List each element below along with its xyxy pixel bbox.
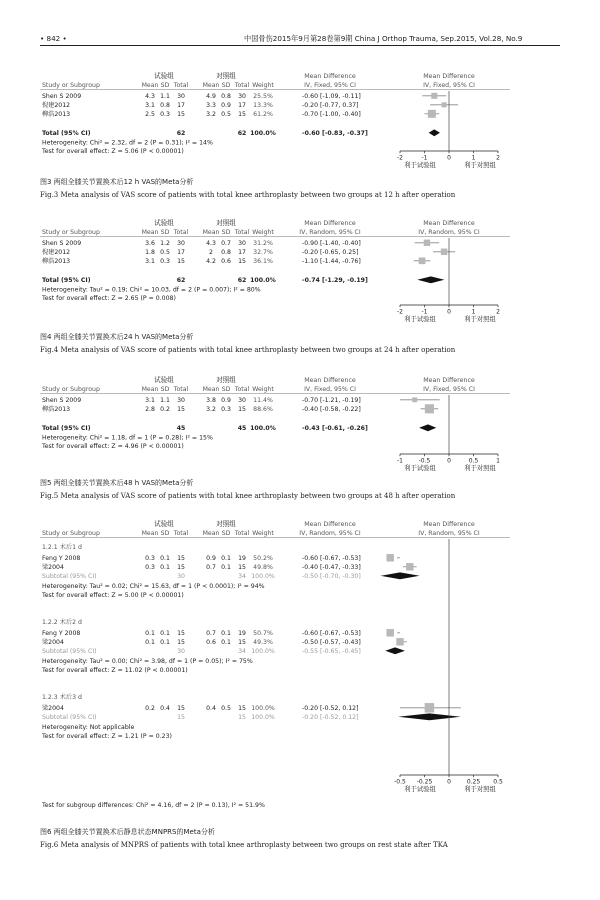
x-tick-label: 0.5	[468, 457, 479, 465]
study-marker	[425, 404, 434, 413]
study-marker	[441, 249, 448, 256]
exp-mean: 3.1	[145, 258, 155, 265]
heterogeneity-text: Heterogeneity: Tau² = 0.00; Chi² = 3.98, df = 1 (P = 0.05); I² = 75%	[42, 658, 253, 665]
exp-sd: 0.1	[160, 639, 170, 646]
x-tick-label: -1	[397, 457, 403, 465]
x-tick-label: -1	[421, 154, 428, 162]
ctrl-mean: 0.9	[206, 555, 216, 562]
header-sd: SD	[160, 530, 170, 537]
heterogeneity-text: Heterogeneity: Chi² = 1.18, df = 1 (P = 0.28); I² = 15%	[42, 434, 213, 442]
ctrl-mean: 4.9	[206, 93, 216, 100]
header-sd: SD	[221, 530, 231, 537]
fig5-caption-en: Fig.5 Meta analysis of VAS score of patients with total knee arthroplasty between two groups at 48 h after operation	[40, 492, 456, 500]
study-name: Feng Y 2008	[42, 555, 81, 562]
exp-mean: 2.8	[145, 406, 155, 413]
ctrl-total: 30	[238, 240, 246, 247]
pooled-exp-total: 30	[177, 648, 185, 655]
study-ci-text: -0.70 [-1.00, -0.40]	[302, 111, 361, 118]
ctrl-total: 15	[238, 258, 246, 265]
pooled-exp-total: 62	[176, 130, 186, 137]
pooled-diamond	[429, 129, 440, 136]
ctrl-mean: 3.2	[206, 406, 216, 413]
pooled-ctrl-total: 34	[238, 573, 246, 580]
x-tick-label: 0.5	[493, 778, 503, 786]
header-method-col: IV, Random, 95% CI	[299, 530, 361, 537]
header-weight: Weight	[252, 229, 274, 236]
heterogeneity-text: Heterogeneity: Tau² = 0.19; Chi² = 10.03, df = 2 (P = 0.007); I² = 80%	[42, 286, 261, 294]
study-name: Shen S 2009	[42, 397, 82, 404]
ctrl-mean: 4.3	[206, 240, 216, 247]
study-name: Shen S 2009	[42, 240, 82, 247]
exp-mean: 4.3	[145, 93, 155, 100]
pooled-ctrl-total: 34	[238, 648, 246, 655]
header-total: Total	[234, 82, 250, 89]
header-method-plot: IV, Fixed, 95% CI	[423, 82, 475, 89]
ctrl-sd: 0.1	[221, 555, 231, 562]
header-total: Total	[173, 229, 189, 236]
pooled-ctrl-total: 45	[237, 425, 247, 432]
header-group-control: 对照组	[216, 219, 236, 227]
header-group-experimental: 试验组	[154, 520, 174, 528]
journal-running-header: 中国骨伤2015年9月第28卷第9期 China J Orthop Trauma, Sep.2015, Vol.28, No.9	[244, 34, 523, 43]
header-sd: SD	[160, 386, 170, 393]
x-tick-label: 0	[447, 778, 451, 786]
header-md-plot: Mean Difference	[423, 377, 475, 384]
pooled-exp-total: 30	[177, 573, 185, 580]
forest-plot-fig4	[40, 217, 560, 329]
study-ci-text: -0.40 [-0.58, -0.22]	[302, 406, 361, 413]
x-tick-label: 2	[496, 308, 500, 316]
study-weight: 49.8%	[253, 564, 273, 571]
study-name: 柳浩2013	[42, 111, 71, 118]
pooled-diamond	[417, 276, 444, 283]
study-ci-text: -0.20 [-0.52, 0.12]	[302, 705, 359, 712]
study-marker	[396, 638, 403, 645]
exp-total: 15	[177, 555, 185, 562]
header-total: Total	[234, 229, 250, 236]
study-ci-text: -1.10 [-1.44, -0.76]	[302, 258, 361, 265]
ctrl-sd: 0.7	[221, 240, 231, 247]
study-weight: 25.5%	[253, 93, 273, 100]
header-total: Total	[234, 530, 250, 537]
study-marker	[428, 110, 436, 118]
ctrl-mean: 0.6	[206, 639, 216, 646]
x-tick-label: -0.25	[416, 778, 433, 786]
exp-total: 15	[177, 630, 185, 637]
study-name: 梁2004	[42, 564, 64, 571]
pooled-exp-total: 45	[176, 425, 186, 432]
fig4-caption-cn: 图4 两组全膝关节置换术后24 h VAS的Meta分析	[40, 333, 194, 341]
ctrl-total: 15	[238, 111, 246, 118]
ctrl-total: 30	[238, 93, 246, 100]
study-name: 柳浩2013	[42, 406, 71, 413]
study-weight: 50.2%	[253, 555, 273, 562]
ctrl-total: 17	[238, 102, 246, 109]
study-name: 梁2004	[42, 639, 64, 646]
ctrl-mean: 3.8	[206, 397, 216, 404]
ctrl-total: 15	[238, 639, 246, 646]
page-number: • 842 •	[40, 34, 67, 43]
ctrl-sd: 0.1	[221, 639, 231, 646]
subgroup-label: 1.2.3 术后3 d	[42, 694, 82, 701]
study-ci-text: -0.60 [-1.09, -0.11]	[302, 93, 361, 100]
forest-plot-fig3	[40, 70, 560, 175]
study-ci-text: -0.20 [-0.77, 0.37]	[302, 102, 359, 109]
ctrl-total: 15	[238, 564, 246, 571]
pooled-weight: 100.0%	[251, 648, 275, 655]
header-total: Total	[173, 530, 189, 537]
header-group-control: 对照组	[216, 72, 236, 80]
header-method-col: IV, Random, 95% CI	[299, 229, 361, 236]
subtotal-label: Subtotal (95% CI)	[42, 648, 97, 655]
study-ci-text: -0.40 [-0.47, -0.33]	[302, 564, 361, 571]
fig3-caption-cn: 图3 两组全膝关节置换术后12 h VAS的Meta分析	[40, 178, 194, 186]
study-ci-text: -0.50 [-0.57, -0.43]	[302, 639, 361, 646]
pooled-ctrl-total: 62	[237, 277, 247, 284]
total-label: Total (95% CI)	[42, 425, 91, 432]
header-mean: Mean	[202, 386, 220, 393]
header-method-plot: IV, Fixed, 95% CI	[423, 386, 475, 393]
exp-mean: 3.1	[145, 397, 155, 404]
ctrl-sd: 0.3	[221, 406, 231, 413]
header-md-col: Mean Difference	[304, 73, 356, 80]
header-mean: Mean	[202, 229, 220, 236]
exp-total: 15	[177, 111, 185, 118]
study-marker	[386, 554, 393, 561]
exp-total: 15	[177, 705, 185, 712]
heterogeneity-text: Heterogeneity: Tau² = 0.02; Chi² = 15.63, df = 1 (P < 0.0001); I² = 94%	[42, 583, 265, 590]
study-marker	[424, 240, 430, 246]
header-md-col: Mean Difference	[304, 377, 356, 384]
header-weight: Weight	[252, 530, 274, 537]
header-method-col: IV, Fixed, 95% CI	[304, 386, 356, 393]
ctrl-mean: 3.2	[206, 111, 216, 118]
exp-sd: 1.2	[160, 240, 170, 247]
study-ci-text: -0.70 [-1.21, -0.19]	[302, 397, 361, 404]
ctrl-total: 17	[238, 249, 246, 256]
ctrl-total: 19	[238, 630, 246, 637]
exp-mean: 0.3	[145, 564, 155, 571]
header-rule	[40, 45, 560, 46]
forest-plot-fig6	[40, 518, 560, 824]
ctrl-sd: 0.5	[221, 705, 231, 712]
pooled-weight: 100.0%	[251, 573, 275, 580]
ctrl-mean: 2	[209, 249, 213, 256]
total-label: Total (95% CI)	[42, 277, 91, 284]
pooled-exp-total: 62	[176, 277, 186, 284]
overall-effect-text: Test for overall effect: Z = 4.96 (P < 0.00001)	[42, 443, 184, 450]
study-name: 倪建2012	[42, 249, 71, 256]
pooled-weight: 100.0%	[251, 714, 275, 721]
exp-sd: 0.5	[160, 249, 170, 256]
header-sd: SD	[221, 229, 231, 236]
x-tick-label: 0	[447, 308, 451, 316]
study-marker	[431, 93, 437, 99]
study-weight: 50.7%	[253, 630, 273, 637]
x-tick-label: -0.5	[394, 778, 406, 786]
study-name: 梁2004	[42, 705, 64, 712]
study-weight: 13.3%	[253, 102, 273, 109]
forest-plot-fig5	[40, 374, 560, 476]
header-md-plot: Mean Difference	[423, 220, 475, 227]
study-weight: 32.7%	[253, 249, 273, 256]
exp-sd: 0.8	[160, 102, 170, 109]
header-weight: Weight	[252, 82, 274, 89]
x-tick-label: -2	[397, 308, 403, 316]
ctrl-sd: 0.1	[221, 564, 231, 571]
exp-mean: 0.3	[145, 555, 155, 562]
x-tick-label: -0.5	[418, 457, 431, 465]
study-marker	[386, 629, 393, 636]
pooled-exp-total: 15	[177, 714, 185, 721]
study-name: 倪建2012	[42, 102, 71, 109]
ctrl-mean: 0.7	[206, 630, 216, 637]
ctrl-sd: 0.9	[221, 102, 231, 109]
favours-experimental-label: 利于试验组	[404, 162, 436, 169]
header-sd: SD	[221, 386, 231, 393]
favours-experimental-label: 利于试验组	[404, 316, 436, 323]
header-md-col: Mean Difference	[304, 220, 356, 227]
header-group-control: 对照组	[216, 520, 236, 528]
fig5-caption-cn: 图5 两组全膝关节置换术后48 h VAS的Meta分析	[40, 479, 194, 487]
fig6-caption-cn: 图6 两组全膝关节置换术后静息状态MNPRS的Meta分析	[40, 828, 215, 836]
overall-effect-text: Test for overall effect: Z = 1.21 (P = 0.23)	[42, 733, 172, 740]
header-total: Total	[173, 82, 189, 89]
ctrl-total: 15	[238, 705, 246, 712]
heterogeneity-text: Heterogeneity: Not applicable	[42, 724, 135, 731]
pooled-ctrl-total: 62	[237, 130, 247, 137]
x-tick-label: 0.25	[466, 778, 481, 786]
exp-total: 15	[177, 406, 185, 413]
study-ci-text: -0.20 [-0.65, 0.25]	[302, 249, 359, 256]
header-group-experimental: 试验组	[154, 219, 174, 227]
header-group-experimental: 试验组	[154, 72, 174, 80]
pooled-ci-text: -0.43 [-0.61, -0.26]	[302, 425, 368, 432]
pooled-ci-text: -0.55 [-0.65, -0.45]	[302, 648, 361, 655]
study-marker	[419, 257, 426, 264]
header-mean: Mean	[141, 229, 159, 236]
exp-total: 17	[177, 249, 185, 256]
exp-mean: 0.1	[145, 639, 155, 646]
study-weight: 31.2%	[253, 240, 273, 247]
total-label: Total (95% CI)	[42, 130, 91, 137]
study-weight: 11.4%	[253, 397, 273, 404]
pooled-diamond	[398, 713, 461, 720]
favours-experimental-label: 利于试验组	[404, 465, 436, 472]
header-method-col: IV, Fixed, 95% CI	[304, 82, 356, 89]
exp-sd: 0.4	[160, 705, 170, 712]
header-group-control: 对照组	[216, 376, 236, 384]
pooled-diamond	[380, 572, 419, 579]
pooled-weight: 100.0%	[250, 130, 276, 137]
header-sd: SD	[160, 229, 170, 236]
exp-total: 30	[177, 397, 185, 404]
subtotal-label: Subtotal (95% CI)	[42, 714, 97, 721]
subgroup-label: 1.2.2 术后2 d	[42, 619, 82, 626]
favours-control-label: 利于对照组	[464, 465, 496, 472]
pooled-ctrl-total: 15	[238, 714, 246, 721]
pooled-ci-text: -0.60 [-0.83, -0.37]	[302, 130, 368, 137]
x-tick-label: -1	[421, 308, 428, 316]
exp-mean: 2.5	[145, 111, 155, 118]
exp-mean: 0.2	[145, 705, 155, 712]
header-md-plot: Mean Difference	[423, 521, 475, 528]
favours-experimental-label: 利于试验组	[404, 786, 436, 793]
header-study: Study or Subgroup	[42, 530, 100, 537]
ctrl-sd: 0.9	[221, 397, 231, 404]
ctrl-total: 30	[238, 397, 246, 404]
header-sd: SD	[160, 82, 170, 89]
exp-sd: 0.3	[160, 258, 170, 265]
favours-control-label: 利于对照组	[464, 316, 496, 323]
exp-sd: 1.1	[160, 93, 170, 100]
ctrl-mean: 3.3	[206, 102, 216, 109]
header-total: Total	[173, 386, 189, 393]
study-ci-text: -0.90 [-1.40, -0.40]	[302, 240, 361, 247]
study-ci-text: -0.60 [-0.67, -0.53]	[302, 630, 361, 637]
exp-total: 17	[177, 102, 185, 109]
pooled-weight: 100.0%	[250, 425, 276, 432]
ctrl-sd: 0.8	[221, 93, 231, 100]
header-study: Study or Subgroup	[42, 386, 100, 393]
subgroup-label: 1.2.1 术后1 d	[42, 544, 82, 551]
fig4-caption-en: Fig.4 Meta analysis of VAS score of patients with total knee arthroplasty between two groups at 24 h after operation	[40, 346, 456, 354]
subgroup-differences-text: Test for subgroup differences: Chi² = 4.16, df = 2 (P = 0.13), I² = 51.9%	[42, 802, 265, 809]
ctrl-sd: 0.5	[221, 111, 231, 118]
header-total: Total	[234, 386, 250, 393]
x-tick-label: -2	[397, 154, 403, 162]
x-tick-label: 0	[447, 457, 451, 465]
exp-total: 15	[177, 258, 185, 265]
exp-total: 30	[177, 93, 185, 100]
exp-total: 15	[177, 564, 185, 571]
ctrl-sd: 0.1	[221, 630, 231, 637]
header-study: Study or Subgroup	[42, 82, 100, 89]
header-mean: Mean	[141, 82, 159, 89]
overall-effect-text: Test for overall effect: Z = 2.65 (P = 0.008)	[42, 295, 176, 302]
x-tick-label: 1	[471, 154, 476, 162]
study-weight: 36.1%	[253, 258, 273, 265]
x-tick-label: 2	[496, 154, 500, 162]
exp-sd: 0.1	[160, 564, 170, 571]
fig6-caption-en: Fig.6 Meta analysis of MNPRS of patients with total knee arthroplasty between two groups on rest state after TKA	[40, 841, 448, 849]
exp-total: 30	[177, 240, 185, 247]
exp-sd: 1.1	[160, 397, 170, 404]
ctrl-mean: 4.2	[206, 258, 216, 265]
header-group-experimental: 试验组	[154, 376, 174, 384]
exp-total: 15	[177, 639, 185, 646]
header-md-plot: Mean Difference	[423, 73, 475, 80]
favours-control-label: 利于对照组	[464, 162, 496, 169]
exp-sd: 0.3	[160, 111, 170, 118]
study-weight: 61.2%	[253, 111, 273, 118]
study-name: Feng Y 2008	[42, 630, 81, 637]
overall-effect-text: Test for overall effect: Z = 5.06 (P < 0.00001)	[42, 148, 184, 155]
overall-effect-text: Test for overall effect: Z = 11.02 (P < 0.00001)	[42, 667, 188, 674]
study-marker	[406, 563, 413, 570]
study-marker	[412, 397, 417, 402]
exp-sd: 0.1	[160, 630, 170, 637]
study-weight: 49.3%	[253, 639, 273, 646]
exp-mean: 3.6	[145, 240, 155, 247]
header-method-plot: IV, Random, 95% CI	[418, 229, 480, 236]
exp-sd: 0.2	[160, 406, 170, 413]
pooled-ci-text: -0.50 [-0.70, -0.30]	[302, 573, 361, 580]
heterogeneity-text: Heterogeneity: Chi² = 2.32, df = 2 (P = 0.31); I² = 14%	[42, 139, 213, 147]
pooled-ci-text: -0.74 [-1.29, -0.19]	[302, 277, 368, 284]
favours-control-label: 利于对照组	[464, 786, 496, 793]
ctrl-total: 19	[238, 555, 246, 562]
header-mean: Mean	[141, 530, 159, 537]
header-md-col: Mean Difference	[304, 521, 356, 528]
study-name: Shen S 2009	[42, 93, 82, 100]
fig3-caption-en: Fig.3 Meta analysis of VAS score of patients with total knee arthroplasty between two groups at 12 h after operation	[40, 191, 456, 199]
pooled-diamond	[419, 424, 436, 431]
header-mean: Mean	[202, 82, 220, 89]
ctrl-mean: 0.4	[206, 705, 216, 712]
x-tick-label: 1	[496, 457, 500, 465]
exp-mean: 3.1	[145, 102, 155, 109]
header-method-plot: IV, Random, 95% CI	[418, 530, 480, 537]
header-weight: Weight	[252, 386, 274, 393]
study-weight: 88.6%	[253, 406, 273, 413]
overall-effect-text: Test for overall effect: Z = 5.00 (P < 0.00001)	[42, 592, 184, 599]
ctrl-sd: 0.6	[221, 258, 231, 265]
pooled-diamond	[385, 647, 405, 654]
exp-sd: 0.1	[160, 555, 170, 562]
ctrl-total: 15	[238, 406, 246, 413]
study-marker	[442, 102, 447, 107]
header-study: Study or Subgroup	[42, 229, 100, 236]
header-mean: Mean	[202, 530, 220, 537]
exp-mean: 0.1	[145, 630, 155, 637]
ctrl-sd: 0.8	[221, 249, 231, 256]
study-weight: 100.0%	[251, 705, 275, 712]
exp-mean: 1.8	[145, 249, 155, 256]
study-marker	[425, 703, 435, 713]
pooled-ci-text: -0.20 [-0.52, 0.12]	[302, 714, 359, 721]
pooled-weight: 100.0%	[250, 277, 276, 284]
ctrl-mean: 0.7	[206, 564, 216, 571]
subtotal-label: Subtotal (95% CI)	[42, 573, 97, 580]
x-tick-label: 0	[447, 154, 451, 162]
study-ci-text: -0.60 [-0.67, -0.53]	[302, 555, 361, 562]
study-name: 柳浩2013	[42, 258, 71, 265]
header-mean: Mean	[141, 386, 159, 393]
header-sd: SD	[221, 82, 231, 89]
x-tick-label: 1	[471, 308, 476, 316]
